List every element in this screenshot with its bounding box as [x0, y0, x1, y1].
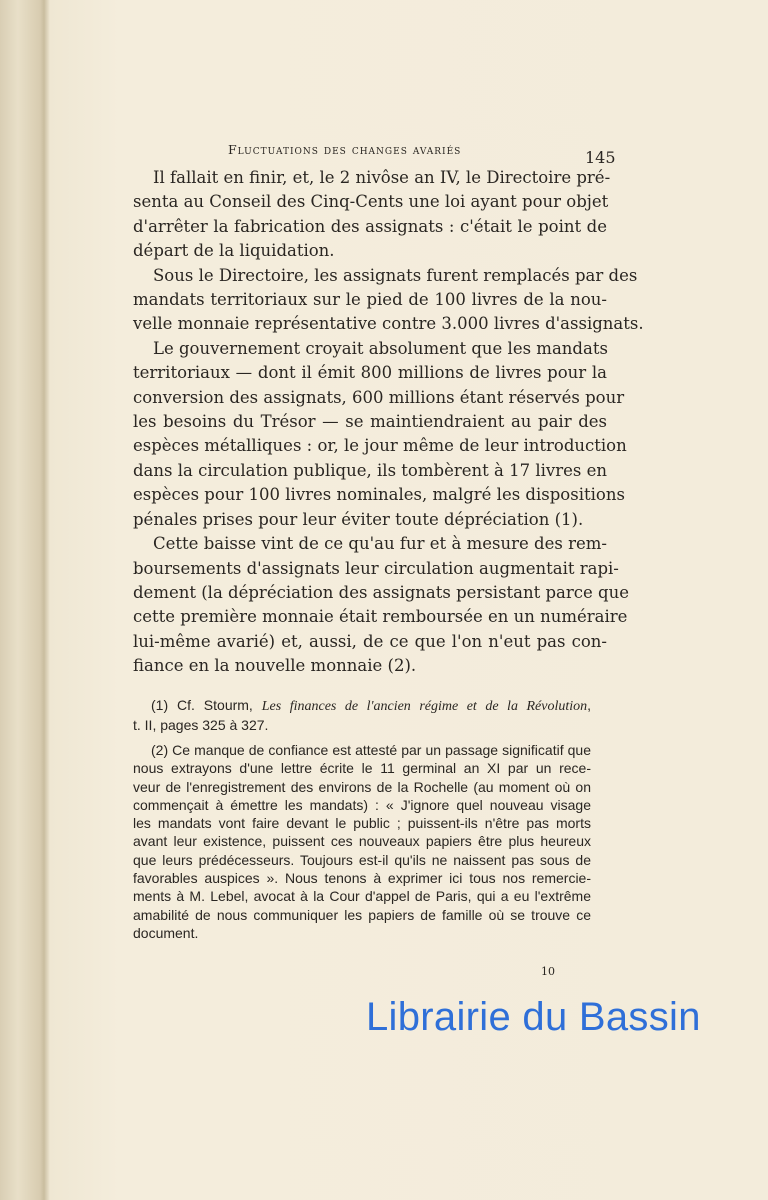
text-line: senta au Conseil des Cinq-Cents une loi ayant pour objet	[133, 192, 609, 212]
page-number: 145	[585, 148, 616, 167]
footnote-line	[133, 696, 591, 716]
body-text	[133, 166, 644, 679]
text-line: avant leur existence, puissent ces nouveaux papiers être plus heureux	[133, 833, 591, 850]
text-line: Cette baisse vint de ce qu'au fur et à mesure des rem-	[153, 534, 607, 554]
text-line: départ de la liquidation.	[133, 241, 335, 261]
footnote-book-title: Les finances de l'ancien régime et de la Révolution	[261, 699, 588, 714]
text-line: espèces pour 100 livres nominales, malgré les dispositions	[133, 485, 625, 505]
text-line: d'arrêter la fabrication des assignats : c'était le point de	[133, 216, 607, 236]
text-line: amabilité de nous communiquer les papiers de famille où se trouve ce	[133, 906, 591, 923]
footnote-2	[133, 741, 591, 942]
text-line: les mandats vont faire devant le public ; puissent-ils n'être pas morts	[133, 815, 591, 832]
text-line: cette première monnaie était remboursée en un numéraire	[133, 607, 628, 627]
text-line: boursements d'assignats leur circulation augmentait rapi-	[133, 558, 619, 578]
text-line: dement (la dépréciation des assignats persistant parce que	[133, 582, 629, 602]
text-line: commençait à émettre les mandats) : « J'ignore quel nouveau visage	[133, 796, 591, 813]
text-line: fiance en la nouvelle monnaie (2).	[133, 656, 417, 676]
text-line: territoriaux — dont il émit 800 millions de livres pour la	[133, 363, 607, 383]
text-line: lui-même avarié) et, aussi, de ce que l'on n'eut pas con-	[133, 631, 607, 651]
footnote-suffix: ,	[587, 697, 591, 713]
paragraph	[133, 337, 627, 532]
text-line: velle monnaie représentative contre 3.000 livres d'assignats.	[133, 314, 644, 334]
text-line: nous extrayons d'une lettre écrite le 11 germinal an XI par un rece-	[133, 760, 591, 777]
text-line: favorables auspices ». Nous tenons à exprimer ici tous nos remercie-	[133, 870, 591, 887]
text-line: dans la circulation publique, ils tombèrent à 17 livres en	[133, 460, 607, 480]
text-line: conversion des assignats, 600 millions étant réservés pour	[133, 387, 625, 407]
footnote-prefix: (1) Cf. Stourm,	[151, 697, 262, 713]
footnote-1	[133, 696, 591, 735]
text-line: les besoins du Trésor — se maintiendraient au pair des	[133, 412, 607, 432]
text-line: pénales prises pour leur éviter toute dépréciation (1).	[133, 509, 584, 529]
paragraph	[133, 532, 629, 678]
text-line: Sous le Directoire, les assignats furent remplacés par des	[153, 265, 638, 285]
running-header: Fluctuations des changes avariés	[228, 142, 462, 157]
footnote-line: t. II, pages 325 à 327.	[133, 717, 269, 734]
text-line: veur de l'enregistrement des environs de la Rochelle (au moment où on	[133, 778, 591, 795]
paragraph	[133, 166, 611, 264]
watermark: Librairie du Bassin	[366, 995, 701, 1039]
text-line: Il fallait en finir, et, le 2 nivôse an IV, le Directoire pré-	[153, 168, 611, 187]
text-line: ments à M. Lebel, avocat à la Cour d'appel de Paris, qui a eu l'extrême	[133, 888, 591, 905]
paragraph	[133, 264, 644, 337]
text-line: que leurs prédécesseurs. Toujours est-il qu'ils ne naissent pas sous de	[133, 851, 591, 868]
signature-mark: 10	[541, 965, 555, 978]
text-line: mandats territoriaux sur le pied de 100 livres de la nou-	[133, 290, 607, 310]
text-line: Le gouvernement croyait absolument que les mandats	[153, 338, 608, 358]
text-line: espèces métalliques : or, le jour même de leur introduction	[133, 436, 627, 456]
text-line: (2) Ce manque de confiance est attesté par un passage significatif que	[151, 742, 591, 758]
text-line: document.	[133, 924, 199, 941]
